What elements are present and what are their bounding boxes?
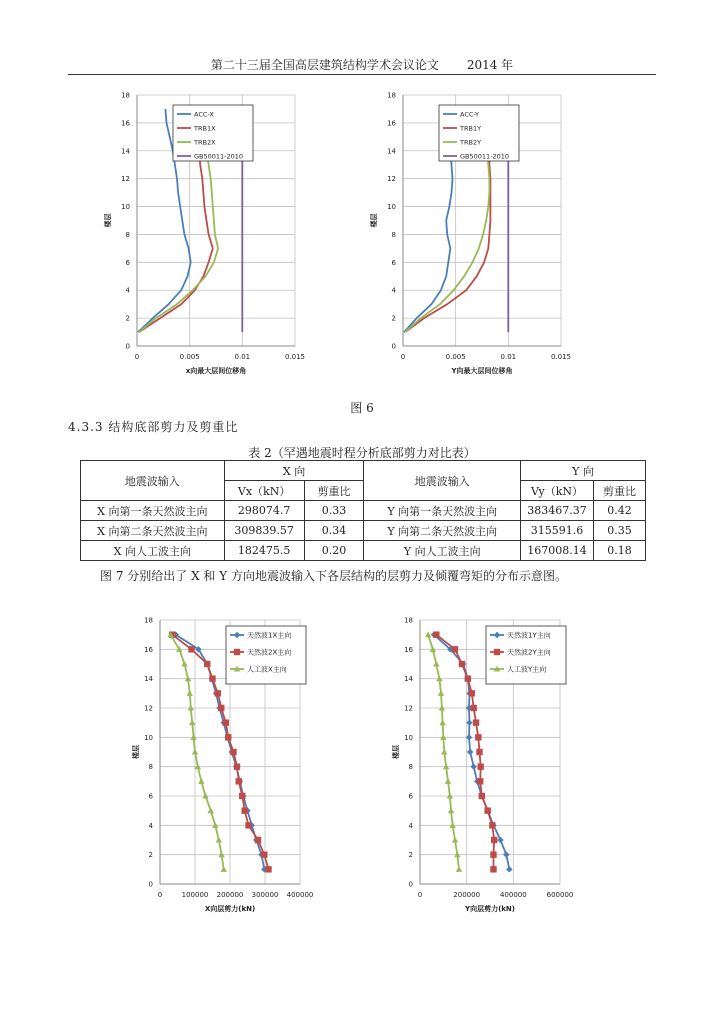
y-tick-label: 8	[408, 763, 413, 772]
data-point-diamond	[466, 719, 472, 725]
x-group-header: X 向	[224, 461, 364, 481]
data-point-square	[242, 807, 248, 813]
vx-cell: 182475.5	[224, 541, 304, 561]
y-tick-label: 10	[404, 733, 413, 742]
x-tick-label: 100000	[181, 891, 209, 899]
legend-label: TRB1X	[194, 124, 216, 133]
table-header-row	[81, 461, 646, 481]
y-tick-label: 4	[391, 286, 396, 295]
x-input-cell: X 向第一条天然波主向	[81, 501, 225, 521]
legend	[439, 105, 519, 161]
data-point-square	[459, 661, 465, 667]
data-point-triangle	[439, 719, 445, 725]
y-tick-label: 16	[404, 645, 413, 654]
x-tick-label: 0.015	[550, 353, 572, 361]
table-2-caption: 表 2（罕遇地震时程分析底部剪力对比表）	[248, 446, 476, 460]
x-tick-label: 200000	[453, 891, 481, 899]
y-tick-label: 6	[408, 792, 413, 801]
data-point-triangle	[221, 866, 227, 872]
y-tick-label: 8	[391, 230, 396, 239]
x-tick-label: 300000	[251, 891, 279, 899]
y-tick-label: 14	[144, 675, 153, 684]
y-tick-label: 2	[391, 314, 396, 323]
data-point-triangle	[433, 661, 439, 667]
header-year: 2014 年	[466, 58, 514, 72]
legend	[173, 105, 253, 161]
y-tick-label: 4	[125, 286, 130, 295]
y-axis-label: 楼层	[132, 745, 140, 759]
y-tick-label: 8	[125, 230, 130, 239]
y-tick-label: 16	[387, 119, 396, 128]
series-line	[171, 635, 224, 870]
y-tick-label: 4	[408, 821, 413, 830]
page-header	[68, 56, 656, 73]
legend-label: 天然波1Y主向	[507, 631, 551, 640]
y-tick-label: 12	[144, 704, 153, 713]
y-tick-label: 12	[404, 704, 413, 713]
x-input-cell: X 向第二条天然波主向	[81, 521, 225, 541]
data-point-triangle	[181, 661, 187, 667]
data-point-square	[477, 778, 483, 784]
x-tick-label: 0	[157, 891, 163, 899]
data-point-triangle	[438, 690, 444, 696]
y-ratio-cell: 0.18	[594, 541, 646, 561]
y-tick-label: 14	[121, 147, 130, 156]
x-tick-label: 200000	[216, 891, 244, 899]
data-point-square	[218, 705, 224, 711]
vy-cell: 383467.37	[521, 501, 594, 521]
data-point-square	[223, 719, 229, 725]
y-tick-label: 6	[125, 258, 130, 267]
y-tick-label: 18	[404, 616, 413, 625]
x-tick-label: 0.01	[234, 353, 251, 361]
x-ratio-cell: 0.33	[304, 501, 364, 521]
data-point-diamond	[470, 763, 476, 769]
y-tick-label: 6	[391, 258, 396, 267]
data-point-square	[239, 793, 245, 799]
data-point-square	[469, 690, 475, 696]
data-point-diamond	[506, 866, 512, 872]
x-ratio-header: 剪重比	[304, 481, 364, 501]
legend-label: GB50011-2010	[194, 152, 244, 161]
y-axis-label: 楼层	[392, 745, 400, 759]
data-point-square	[490, 866, 496, 872]
data-point-square	[188, 646, 194, 652]
x-tick-label: 400000	[286, 891, 314, 899]
data-point-diamond	[467, 749, 473, 755]
y-input-header: 地震波输入	[364, 461, 521, 501]
data-point-triangle	[441, 749, 447, 755]
y-tick-label: 12	[121, 175, 130, 184]
data-point-square	[473, 719, 479, 725]
table-row	[81, 541, 646, 561]
data-point-square	[236, 778, 242, 784]
x-input-header: 地震波输入	[81, 461, 225, 501]
y-tick-label: 2	[408, 851, 413, 860]
x-axis-label: Y向最大层间位移角	[451, 367, 513, 375]
data-point-square	[204, 661, 210, 667]
data-point-square	[452, 646, 458, 652]
y-tick-label: 12	[387, 175, 396, 184]
figure-6-caption: 图 6	[350, 401, 374, 415]
legend-label: TRB2X	[194, 138, 216, 147]
x-axis-label: x向最大层间位移角	[185, 367, 247, 375]
data-point-square	[477, 763, 483, 769]
data-point-square	[234, 763, 240, 769]
legend-label: 人工波Y主向	[507, 665, 547, 674]
vy-header: Vy（kN）	[521, 481, 594, 501]
data-point-square	[490, 851, 496, 857]
data-point-square	[245, 822, 251, 828]
y-input-cell: Y 向人工波主向	[364, 541, 521, 561]
drift-chart-y	[366, 88, 581, 388]
data-point-square	[234, 649, 240, 655]
y-ratio-cell: 0.42	[594, 501, 646, 521]
data-point-square	[494, 649, 500, 655]
x-input-cell: X 向人工波主向	[81, 541, 225, 561]
y-tick-label: 0	[408, 880, 413, 889]
shear-comparison-table	[80, 460, 646, 561]
y-tick-label: 14	[404, 675, 413, 684]
data-point-square	[476, 749, 482, 755]
data-point-square	[491, 837, 497, 843]
drift-chart-x	[100, 88, 315, 388]
legend-label: TRB1Y	[460, 124, 482, 133]
x-tick-label: 0.01	[500, 353, 517, 361]
body-paragraph: 图 7 分别给出了 X 和 Y 方向地震波输入下各层结构的层剪力及倾覆弯矩的分布示意图。	[100, 569, 567, 583]
legend-label: TRB2Y	[460, 138, 482, 147]
data-point-square	[225, 734, 231, 740]
data-point-square	[209, 675, 215, 681]
legend-label: 人工波X主向	[247, 665, 287, 674]
data-point-triangle	[216, 837, 222, 843]
data-point-triangle	[425, 631, 431, 637]
data-point-square	[475, 734, 481, 740]
x-tick-label: 400000	[499, 891, 527, 899]
y-tick-label: 2	[148, 851, 153, 860]
data-point-triangle	[448, 807, 454, 813]
y-tick-label: 0	[125, 342, 130, 351]
vy-cell: 167008.14	[521, 541, 594, 561]
y-tick-label: 18	[121, 91, 130, 100]
y-tick-label: 6	[148, 792, 153, 801]
y-tick-label: 10	[144, 733, 153, 742]
y-tick-label: 10	[387, 203, 396, 212]
legend-label: ACC-Y	[460, 110, 479, 119]
y-tick-label: 8	[148, 763, 153, 772]
shear-chart-y	[390, 606, 580, 918]
y-tick-label: 2	[125, 314, 130, 323]
y-tick-label: 0	[391, 342, 396, 351]
data-point-triangle	[452, 837, 458, 843]
data-point-square	[479, 793, 485, 799]
vx-header: Vx（kN）	[224, 481, 304, 501]
legend-label: 天然波2Y主向	[507, 648, 551, 657]
legend	[226, 626, 306, 684]
y-ratio-header: 剪重比	[594, 481, 646, 501]
data-point-diamond	[503, 851, 509, 857]
vx-cell: 309839.57	[224, 521, 304, 541]
data-point-square	[465, 675, 471, 681]
x-axis-label: X向层剪力(kN)	[204, 905, 256, 913]
y-tick-label: 18	[144, 616, 153, 625]
x-tick-label: 0	[134, 353, 140, 361]
data-point-square	[433, 631, 439, 637]
data-point-square	[484, 807, 490, 813]
data-point-square	[489, 822, 495, 828]
y-tick-label: 16	[121, 119, 130, 128]
data-point-triangle	[187, 690, 193, 696]
data-point-triangle	[445, 778, 451, 784]
legend	[486, 626, 566, 684]
table-row	[81, 501, 646, 521]
y-group-header: Y 向	[521, 461, 646, 481]
data-point-triangle	[208, 807, 214, 813]
data-point-square	[215, 690, 221, 696]
y-tick-label: 10	[121, 203, 130, 212]
data-point-square	[230, 749, 236, 755]
legend-label: GB50011-2010	[460, 152, 510, 161]
x-axis-label: Y向层剪力(kN)	[465, 905, 515, 913]
series-line	[405, 151, 490, 332]
y-input-cell: Y 向第二条天然波主向	[364, 521, 521, 541]
x-ratio-cell: 0.34	[304, 521, 364, 541]
data-point-square	[255, 837, 261, 843]
table-row	[81, 521, 646, 541]
header-rule	[68, 74, 656, 75]
x-tick-label: 600000	[546, 891, 574, 899]
y-tick-label: 0	[148, 880, 153, 889]
x-tick-label: 0.005	[179, 353, 200, 361]
y-axis-label: 楼层	[104, 213, 112, 228]
legend-label: ACC-X	[194, 110, 214, 119]
x-tick-label: 0.015	[284, 353, 306, 361]
data-point-triangle	[192, 749, 198, 755]
x-tick-label: 0	[400, 353, 406, 361]
header-text: 第二十三届全国高层建筑结构学术会议论文	[210, 58, 439, 72]
data-point-diamond	[497, 837, 503, 843]
data-point-square	[261, 851, 267, 857]
section-title: 4.3.3 结构底部剪力及剪重比	[68, 420, 239, 434]
data-point-triangle	[189, 719, 195, 725]
y-tick-label: 4	[148, 821, 153, 830]
shear-chart-x	[130, 606, 320, 918]
y-axis-label: 楼层	[370, 213, 378, 228]
x-ratio-cell: 0.20	[304, 541, 364, 561]
legend-label: 天然波1X主向	[247, 631, 292, 640]
y-tick-label: 18	[387, 91, 396, 100]
vx-cell: 298074.7	[224, 501, 304, 521]
y-ratio-cell: 0.35	[594, 521, 646, 541]
data-point-square	[265, 866, 271, 872]
data-point-triangle	[456, 866, 462, 872]
y-tick-label: 14	[387, 147, 396, 156]
y-tick-label: 16	[144, 645, 153, 654]
data-point-square	[470, 705, 476, 711]
vy-cell: 315591.6	[521, 521, 594, 541]
x-tick-label: 0.005	[445, 353, 466, 361]
y-input-cell: Y 向第一条天然波主向	[364, 501, 521, 521]
data-point-triangle	[198, 778, 204, 784]
legend-label: 天然波2X主向	[247, 648, 292, 657]
x-tick-label: 0	[417, 891, 423, 899]
